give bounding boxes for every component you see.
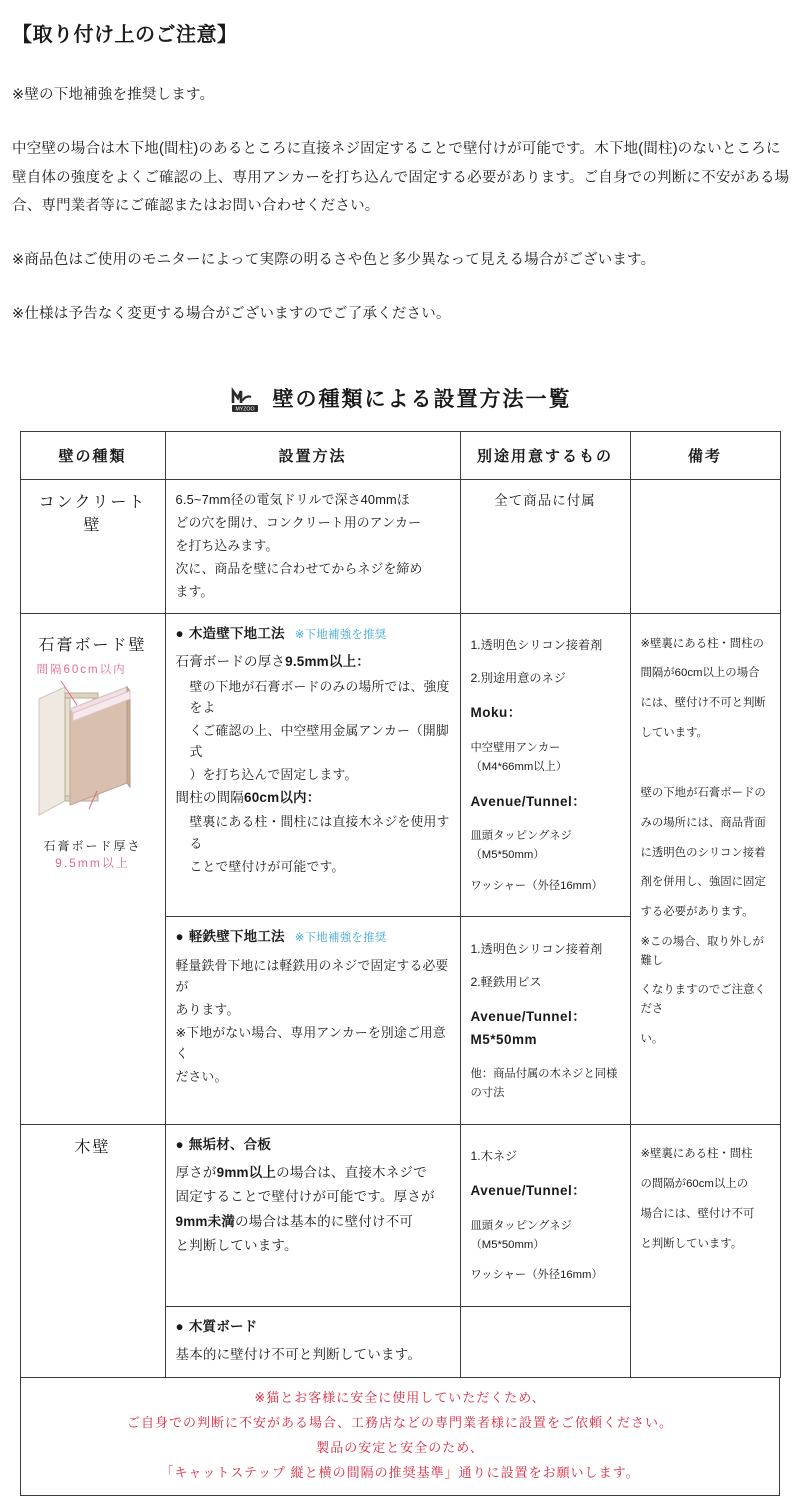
pb-a-line1-b: 9.5mm以上： xyxy=(285,654,370,670)
header-wall-type: 壁の種類 xyxy=(20,431,165,479)
wd-a-line1-b: 9mm以上 xyxy=(216,1165,277,1181)
pb-remark-10: する必要があります。 xyxy=(640,906,754,919)
bullet-steel-frame-note: ※下地補強を推奨 xyxy=(294,932,387,945)
notice-paragraph-3: ※商品色はご使用のモニターによって実際の明るさや色と多少異なって見える場合がございます。 xyxy=(12,252,656,269)
table-header-row xyxy=(20,431,780,479)
safety-footer-note xyxy=(20,1378,780,1496)
table-row-concrete xyxy=(20,479,780,614)
wd-b-line1: 基本的に壁付け不可と判断しています。 xyxy=(175,1347,422,1363)
bullet-wood-frame-method xyxy=(176,623,450,645)
pb-remark-1: ※壁裏にある柱・間柱の xyxy=(640,637,764,650)
wd-a-prep-av-sub1: 皿頭タッピングネジ（M5*50mm） xyxy=(470,1219,572,1251)
cell-method-wood-board xyxy=(165,1306,460,1378)
table-heading xyxy=(0,381,800,415)
wd-a-line4: と判断しています。 xyxy=(175,1237,298,1253)
table-heading-title: 壁の種類による設置方法一覧 xyxy=(272,387,572,411)
bullet-dot-icon: ● xyxy=(175,626,184,642)
pb-a-prep-moku-title: Moku： xyxy=(470,705,522,721)
illus-thickness-label-line1: 石膏ボード厚さ xyxy=(43,839,142,854)
cell-prepare-plasterboard-wood-frame xyxy=(460,614,630,917)
pb-a-prep-av-title: Avenue/Tunnel： xyxy=(470,793,587,809)
pb-a-prep-moku-sub: 中空壁用アンカー（M4*66mm以上） xyxy=(470,741,568,774)
wd-a-prep-1: 1.木ネジ xyxy=(470,1149,518,1164)
plasterboard-illustration xyxy=(31,655,155,872)
concrete-method-line-5: ます。 xyxy=(175,584,214,600)
header-prepare: 別途用意するもの xyxy=(460,431,630,479)
pb-a-line3: くご確認の上、中空壁用金属アンカー（開脚式 xyxy=(189,722,449,759)
wd-remark-2: の間隔が60cm以上の xyxy=(640,1178,749,1191)
footer-line-4: 「キャットステップ 縦と横の間隔の推奨基準」通りに設置をお願いします。 xyxy=(160,1464,640,1480)
wd-a-prep-av-sub2: ワッシャー（外径16mm） xyxy=(470,1269,603,1282)
cell-remark-plasterboard xyxy=(630,614,780,1125)
cell-method-plasterboard-wood-frame xyxy=(165,614,460,917)
pb-b-line3: ※下地がない場合、専用アンカーを別途ご用意く xyxy=(175,1025,446,1062)
cell-method-wood-solid xyxy=(165,1124,460,1306)
wd-a-line1 xyxy=(176,1162,450,1184)
illus-thickness-label-line2: 9.5mm以上 xyxy=(55,855,130,870)
wd-a-line1-a: 厚さが xyxy=(175,1165,217,1181)
pb-remark-2: 間隔が60cm以上の場合 xyxy=(640,667,760,680)
pb-b-line1: 軽量鉄骨下地には軽鉄用のネジで固定する必要が xyxy=(175,957,449,994)
pb-remark-12: くなりますのでご注意くださ xyxy=(640,984,766,1015)
cell-method-plasterboard-steel-frame xyxy=(165,917,460,1124)
bullet-dot-icon: ● xyxy=(175,929,184,945)
concrete-method-line-2: どの穴を開け、コンクリート用のアンカー xyxy=(175,514,422,530)
notice-paragraph-2: 中空壁の場合は木下地(間柱)のあるところに直接ネジ固定することで壁付けが可能です。木下地(間柱)のないところに壁自体の強度をよくご確認の上、専用アンカーを打ち込んで固定する必要があります。ご自身での判断に不安がある場合、専門業者等にご確認またはお問い合わせください。 xyxy=(12,141,790,214)
wd-remark-1: ※壁裏にある柱・間柱 xyxy=(640,1148,753,1161)
illus-thickness-label xyxy=(31,838,155,872)
wd-remark-4: と判断しています。 xyxy=(640,1237,743,1250)
header-method: 設置方法 xyxy=(165,431,460,479)
pb-b-prep-av-sub: 他：商品付属の木ネジと同様の寸法 xyxy=(470,1068,618,1100)
bullet-solid-wood-method xyxy=(176,1134,450,1156)
bullet-dot-icon: ● xyxy=(175,1136,184,1152)
bullet-solid-wood-label: 無垢材、合板 xyxy=(188,1136,272,1152)
pb-a-prep-av-sub1: 皿頭タッピングネジ（M5*50mm） xyxy=(470,830,572,862)
wd-a-line3 xyxy=(176,1211,450,1233)
cell-method-concrete xyxy=(165,479,460,614)
bullet-wood-board-method xyxy=(176,1316,450,1338)
pb-a-line1-a: 石膏ボードの厚さ xyxy=(175,654,286,670)
pb-b-prep-av-title: Avenue/Tunnel：M5*50mm xyxy=(470,1008,587,1047)
myzoo-logo-icon xyxy=(229,381,263,415)
pb-a-line1 xyxy=(176,651,450,673)
pb-remark-7: みの場所には、商品背面 xyxy=(640,816,766,829)
wall-cross-section-diagram xyxy=(31,679,159,829)
wd-a-line2: 固定することで壁付けが可能です。厚さが xyxy=(175,1189,435,1205)
cell-kind-concrete: コンクリート壁 xyxy=(20,479,165,614)
wd-a-line1-c: の場合は、直接木ネジで xyxy=(276,1165,427,1181)
wd-remark-3: 場合には、壁付け不可 xyxy=(640,1208,755,1220)
wd-a-prep-av-title: Avenue/Tunnel： xyxy=(470,1183,587,1199)
pb-remark-11: ※この場合、取り外しが難し xyxy=(640,936,764,967)
cell-remark-wood xyxy=(630,1124,780,1378)
pb-a-line6: 壁裏にある柱・間柱には直接木ネジを使用する xyxy=(189,814,450,851)
cell-prepare-wood-solid xyxy=(460,1124,630,1306)
cell-remark-concrete xyxy=(630,479,780,614)
bullet-wood-frame-note: ※下地補強を推奨 xyxy=(294,629,387,642)
header-remark: 備考 xyxy=(630,431,780,479)
pb-remark-4: しています。 xyxy=(640,727,708,740)
concrete-method-line-3: を打ち込みます。 xyxy=(175,537,279,553)
bullet-steel-frame-label: 軽鉄壁下地工法 xyxy=(188,929,285,945)
footer-line-3: 製品の安定と安全のため、 xyxy=(316,1439,484,1455)
cell-prepare-concrete: 全て商品に付属 xyxy=(460,479,630,614)
pb-a-line7: ことで壁付けが可能です。 xyxy=(189,858,345,874)
wd-a-line3-a: 9mm未満 xyxy=(175,1213,236,1229)
svg-text:MYZOO: MYZOO xyxy=(234,406,255,413)
notice-paragraph-1: ※壁の下地補強を推奨します。 xyxy=(12,87,215,103)
wd-a-line3-b: の場合は基本的に壁付け不可 xyxy=(235,1213,414,1229)
pb-b-prep-1: 1.透明色シリコン接着剤 xyxy=(470,941,603,956)
footer-line-1: ※猫とお客様に安全に使用していただくため、 xyxy=(254,1390,546,1406)
cell-prepare-wood-board xyxy=(460,1306,630,1378)
pb-b-line4: ださい。 xyxy=(175,1069,228,1085)
footer-line-2: ご自身での判断に不安がある場合、工務店などの専門業者様に設置をご依頼ください。 xyxy=(126,1415,673,1431)
plasterboard-kind-label: 石膏ボード壁 xyxy=(38,637,147,655)
pb-a-line5 xyxy=(176,787,450,809)
cell-kind-plasterboard xyxy=(20,614,165,1125)
cell-prepare-plasterboard-steel-frame xyxy=(460,917,630,1124)
pb-a-line4: ）を打ち込んで固定します。 xyxy=(189,767,358,783)
notice-paragraph-4: ※仕様は予告なく変更する場合がございますのでご了承ください。 xyxy=(12,306,451,323)
bullet-dot-icon: ● xyxy=(175,1318,184,1334)
concrete-method-line-4: 次に、商品を壁に合わせてからネジを締め xyxy=(175,560,423,576)
table-row-plasterboard-a xyxy=(20,614,780,917)
table-row-wood-a xyxy=(20,1124,780,1306)
pb-a-line2: 壁の下地が石膏ボードのみの場所では、強度をよ xyxy=(189,678,450,715)
wall-type-method-table xyxy=(20,431,781,1379)
pb-remark-9: 剤を併用し、強固に固定 xyxy=(640,876,766,889)
installation-notice-section xyxy=(0,0,800,329)
bullet-steel-frame-method xyxy=(176,926,450,948)
pb-remark-13: い。 xyxy=(640,1032,664,1045)
pb-b-line2: あります。 xyxy=(175,1001,240,1017)
concrete-method-line-1: 6.5~7mm径の電気ドリルで深さ40mmほ xyxy=(175,491,410,507)
bullet-wood-frame-label: 木造壁下地工法 xyxy=(188,626,285,642)
pb-a-line5-b: 60cm以内： xyxy=(244,790,321,806)
pb-remark-3: には、壁付け不可と判断 xyxy=(640,697,766,710)
pb-a-line5-a: 間柱の間隔 xyxy=(175,790,244,806)
cell-kind-wood: 木壁 xyxy=(20,1124,165,1378)
pb-a-prep-1: 1.透明色シリコン接着剤 xyxy=(470,638,603,653)
pb-remark-5 xyxy=(641,754,770,772)
notice-title: 【取り付け上のご注意】 xyxy=(12,24,238,46)
pb-remark-6: 壁の下地が石膏ボードの xyxy=(640,786,766,799)
pb-remark-8: に透明色のシリコン接着 xyxy=(640,846,766,859)
pb-a-prep-av-sub2: ワッシャー（外径16mm） xyxy=(470,879,603,892)
illus-spacing-label: 間隔60cm以内 xyxy=(36,664,127,677)
bullet-wood-board-label: 木質ボード xyxy=(188,1318,258,1334)
pb-a-prep-2: 2.別途用意のネジ xyxy=(470,671,566,686)
pb-b-prep-2: 2.軽鉄用ビス xyxy=(470,974,542,989)
